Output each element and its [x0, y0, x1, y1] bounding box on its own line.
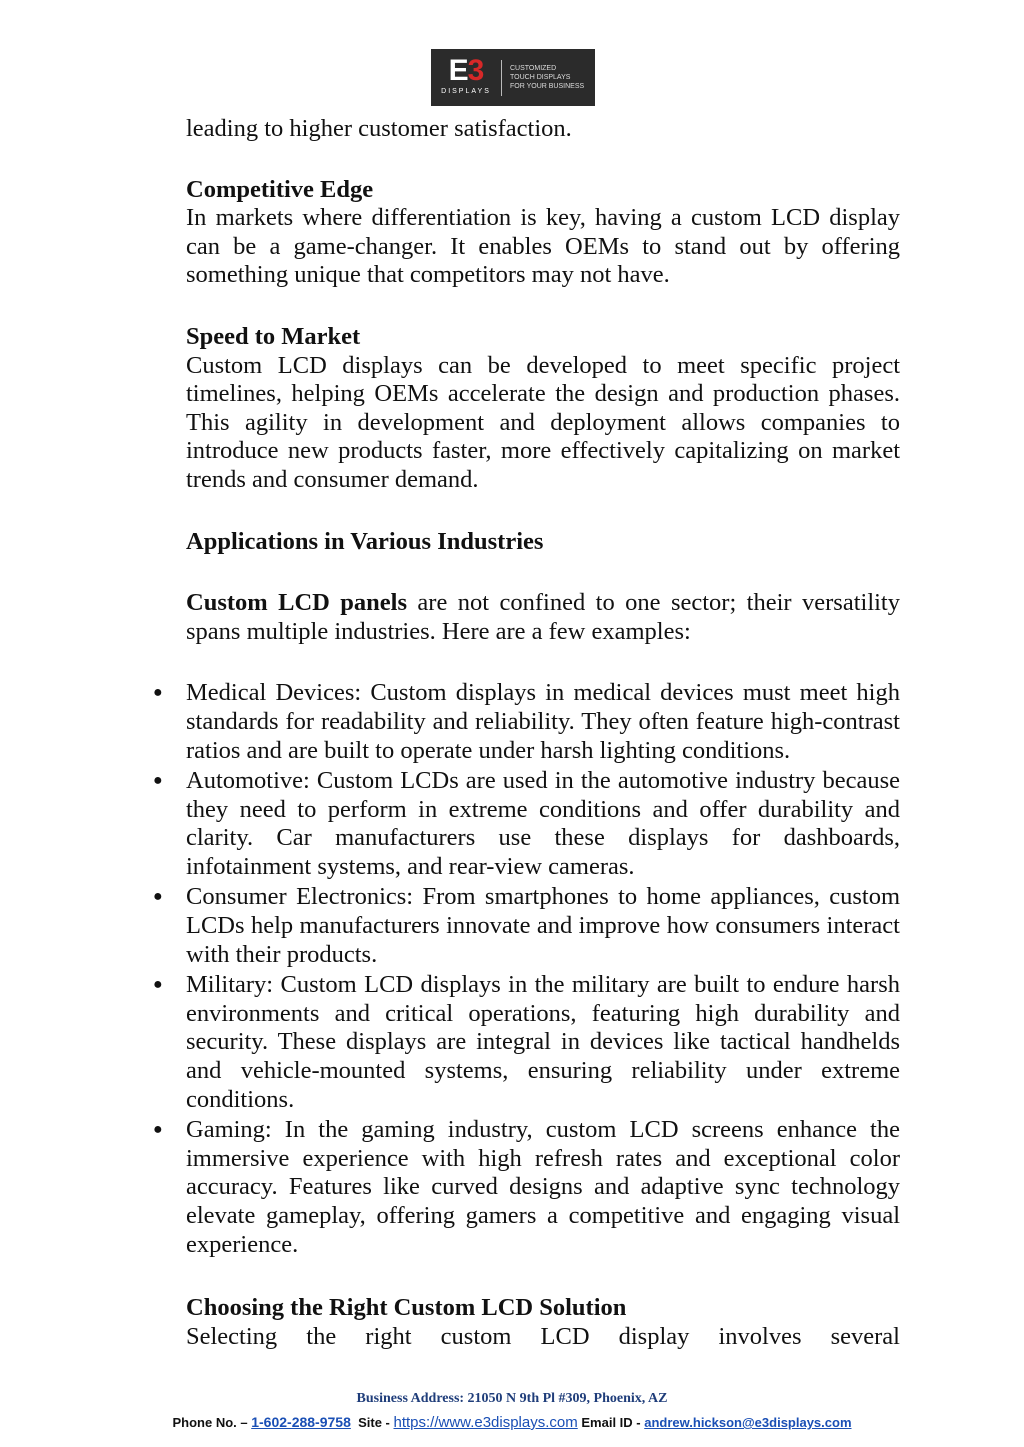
section-heading-speed-to-market: Speed to Market [186, 322, 361, 350]
footer-contact-line [0, 1414, 1024, 1431]
section-heading-choosing: Choosing the Right Custom LCD Solution [186, 1294, 627, 1322]
intro-tail-paragraph: leading to higher customer satisfaction. [186, 115, 572, 142]
logo-sub-text: DISPLAYS [441, 87, 491, 95]
footer-address: Business Address: 21050 N 9th Pl #309, Phoenix, AZ [356, 1391, 668, 1406]
bullet-icon: ● [153, 888, 163, 906]
section-heading-competitive-edge: Competitive Edge [186, 175, 374, 203]
logo-divider [501, 60, 502, 96]
email-label: Email ID - [581, 1415, 645, 1430]
logo-tagline-line: TOUCH DISPLAYS [510, 74, 571, 81]
site-label: Site - [358, 1415, 394, 1430]
bullet-icon: ● [153, 772, 163, 790]
industry-list [153, 679, 900, 1259]
logo-tagline-line: FOR YOUR BUSINESS [510, 83, 585, 90]
phone-label: Phone No. – [172, 1415, 252, 1430]
section-heading-applications: Applications in Various Industries [186, 527, 544, 555]
logo-tagline-line: CUSTOMIZED [510, 65, 557, 72]
list-item [153, 767, 900, 881]
email-link[interactable]: andrew.hickson@e3displays.com [644, 1415, 852, 1430]
company-logo [431, 49, 595, 106]
applications-lead-rest: are not confined to one sector; their versatility spans multiple industries. Here are a few examples: [186, 589, 900, 645]
bullet-icon: ● [153, 976, 163, 994]
site-link[interactable]: https://www.e3displays.com [393, 1414, 578, 1431]
section-body-speed-to-market: Custom LCD displays can be developed to meet specific project timelines, helping OEMs accelerate the design and production phases. This agility in development and deployment allows companies to introduce new products faster, more effectively capitalizing on market trends and consumer demand. [186, 351, 900, 493]
bullet-icon: ● [153, 1121, 163, 1139]
list-item-text: Medical Devices: Custom displays in medical devices must meet high standards for readability and reliability. They often feature high-contrast ratios and are built to operate under harsh lighting conditions. [186, 679, 900, 764]
list-item [153, 679, 900, 765]
section-body-competitive-edge: In markets where differentiation is key, having a custom LCD display can be a game-changer. It enables OEMs to stand out by offering something unique that competitors may not have. [186, 204, 900, 289]
list-item [153, 1116, 900, 1259]
list-item-text: Gaming: In the gaming industry, custom LCD screens enhance the immersive experience with high refresh rates and exceptional color accuracy. Features like curved designs and adaptive sync technology elevate gameplay, offering gamers a competitive and engaging visual experience. [186, 1116, 900, 1258]
document-body [153, 115, 900, 1351]
list-item [153, 971, 900, 1114]
logo-mark [439, 53, 493, 100]
applications-lead-bold: Custom LCD panels [186, 589, 407, 617]
phone-link[interactable]: 1-602-288-9758 [251, 1414, 351, 1430]
section-body-choosing [186, 1323, 900, 1352]
list-item [153, 883, 900, 969]
applications-lead-paragraph [186, 589, 900, 646]
logo-e3-text: E3 [448, 53, 484, 87]
section-body-choosing-text: Selecting the right custom LCD display involves several [186, 1322, 900, 1350]
list-item-text: Automotive: Custom LCDs are used in the automotive industry because they need to perform in extreme conditions and offer durability and clarity. Car manufacturers use these displays for dashboards, infotainment systems, and rear-view cameras. [186, 767, 900, 880]
logo-tagline [510, 64, 584, 91]
list-item-text: Consumer Electronics: From smartphones to home appliances, custom LCDs help manufacturers innovate and improve how consumers interact with their products. [186, 883, 900, 968]
bullet-icon: ● [153, 684, 163, 702]
list-item-text: Military: Custom LCD displays in the military are built to endure harsh environments and critical operations, featuring high durability and security. These displays are integral in devices like tactical handhelds and vehicle-mounted systems, ensuring reliability under extreme conditions. [186, 971, 900, 1113]
